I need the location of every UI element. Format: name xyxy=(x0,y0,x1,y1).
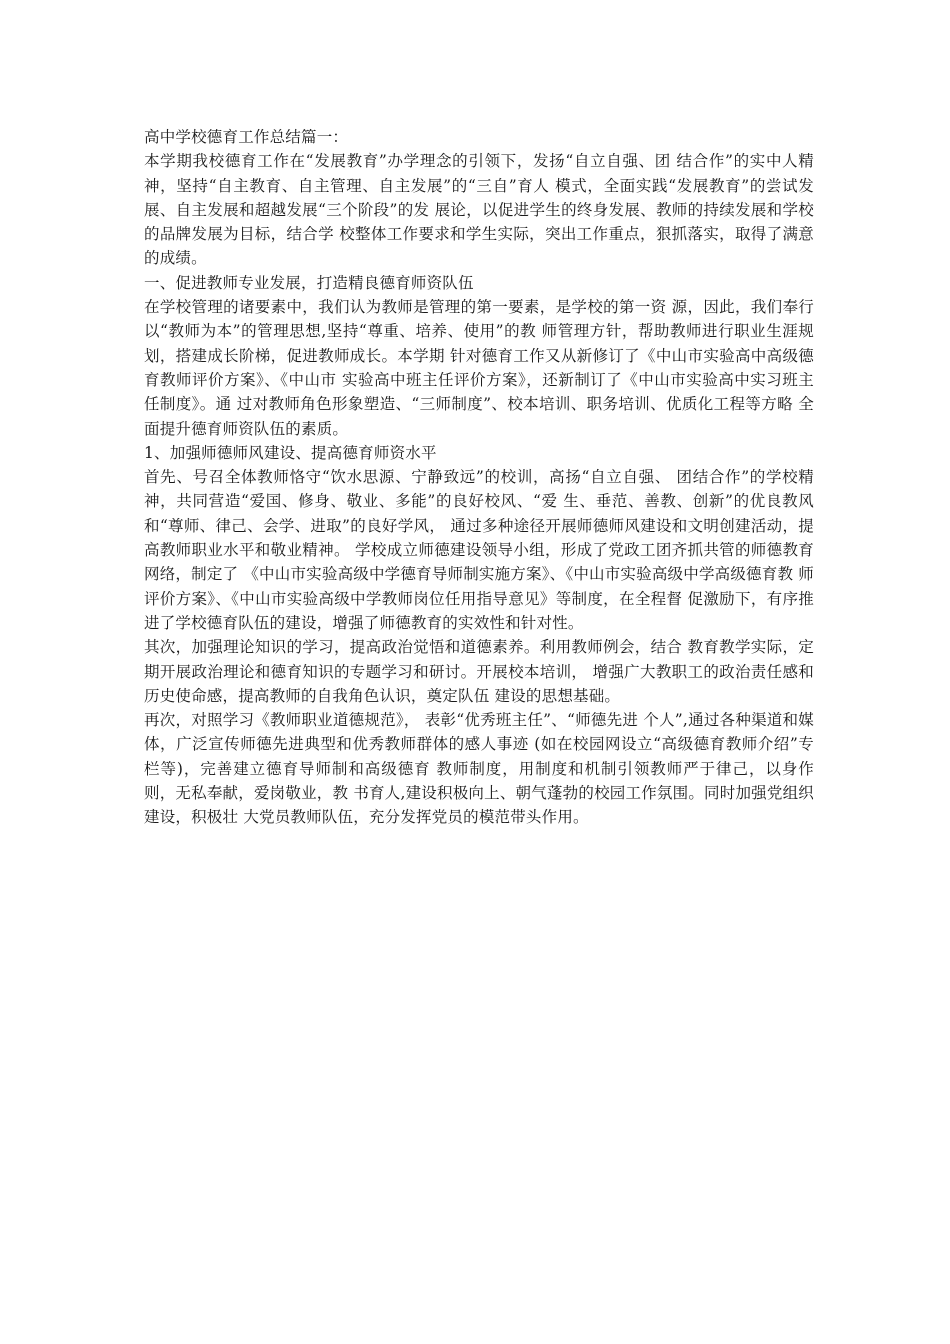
paragraph-intro: 本学期我校德育工作在“发展教育”办学理念的引领下，发扬“自立自强、团 结合作”的实中人精神，坚持“自主教育、自主管理、自主发展”的“三自”育人 模式，全面实践“发展教育”的尝试发展、自主发展和超越发展“三个阶段”的发 展论，以促进学生的终身发展、教师的持续发展和学校的品牌发展为目标，结合学 校整体工作要求和学生实际，突出工作重点，狠抓落实，取得了满意的成绩。 xyxy=(144,152,814,268)
paragraph-section-1: 在学校管理的诸要素中，我们认为教师是管理的第一要素，是学校的第一资 源，因此，我们奉行以“教师为本”的管理思想,坚持“尊重、培养、使用”的教 师管理方针，帮助教师进行职业生涯规划，搭建成长阶梯，促进教师成长。本学期 针对德育工作又从新修订了《中山市实验高中高级德育教师评价方案》、《中山市 实验高中班主任评价方案》，还新制订了《中山市实验高中实习班主任制度》。通 过对教师角色形象塑造、“三师制度”、校本培训、职务培训、优质化工程等方略 全面提升德育师资队伍的素质。 xyxy=(144,298,814,438)
paragraph-third: 再次，对照学习《教师职业道德规范》， 表彰“优秀班主任”、“师德先进 个人”,通过各种渠道和媒体，广泛宣传师德先进典型和优秀教师群体的感人事迹 (如在校园网设立“高级德育教师介绍”专栏等)，完善建立德育导师制和高级德育 教师制度，用制度和机制引领教师严于律己，以身作则，无私奉献，爱岗敬业，教 书育人,建设积极向上、朝气蓬勃的校园工作氛围。同时加强党组织建设，积极壮 大党员教师队伍，充分发挥党员的模范带头作用。 xyxy=(144,711,814,827)
subsection-heading-1: 1、加强师德师风建设、提高德育师资水平 xyxy=(144,443,437,462)
paragraph-second: 其次，加强理论知识的学习，提高政治觉悟和道德素养。利用教师例会，结合 教育教学实际，定期开展政治理论和德育知识的专题学习和研讨。开展校本培训， 增强广大教职工的政治责任感和历史使命感，提高教师的自我角色认识，奠定队伍 建设的思想基础。 xyxy=(144,638,814,705)
section-heading-1: 一、促进教师专业发展，打造精良德育师资队伍 xyxy=(144,273,474,292)
document-title: 高中学校德育工作总结篇一： xyxy=(144,128,349,146)
document-body xyxy=(144,125,814,830)
paragraph-first: 首先、号召全体教师恪守“饮水思源、宁静致远”的校训，高扬“自立自强、 团结合作”的学校精神，共同营造“爱国、修身、敬业、多能”的良好校风、“爱 生、垂范、善教、创新”的优良教风和“尊师、律己、会学、进取”的良好学风， 通过多种途径开展师德师风建设和文明创建活动，提高教师职业水平和敬业精神。 学校成立师德建设领导小组，形成了党政工团齐抓共管的师德教育网络，制定了 《中山市实验高级中学德育导师制实施方案》、《中山市实验高级中学高级德育教 师评价方案》、《中山市实验高级中学教师岗位任用指导意见》等制度，在全程督 促激励下，有序推进了学校德育队伍的建设，增强了师德教育的实效性和针对性。 xyxy=(144,468,814,632)
